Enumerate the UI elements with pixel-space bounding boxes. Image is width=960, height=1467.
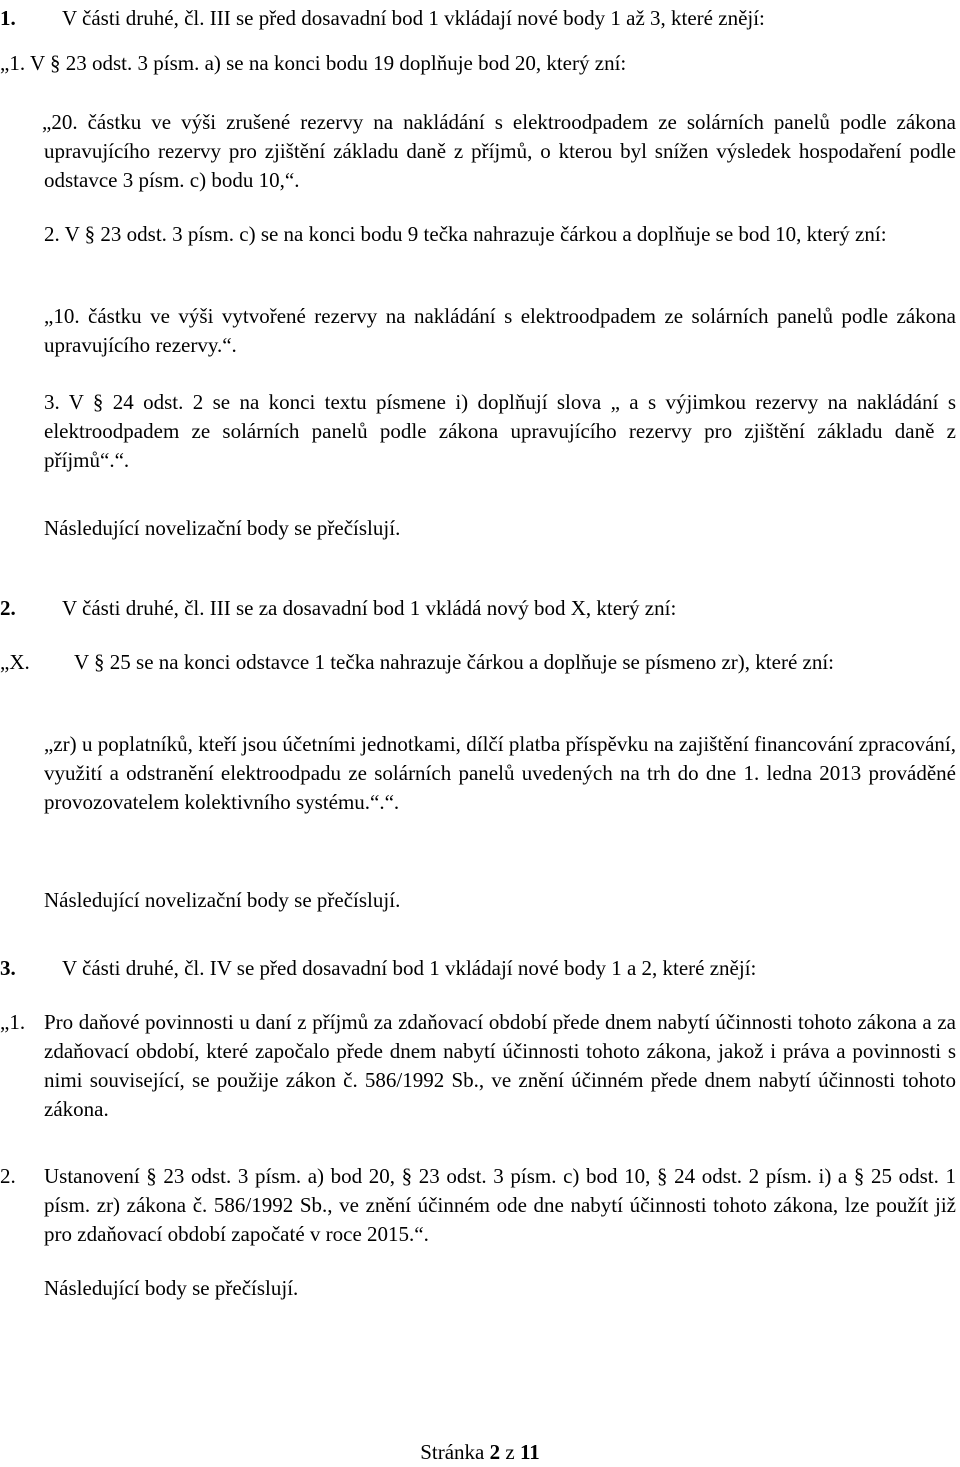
amendment-text: „10. částku ve výši vytvořené rezervy na nakládání s elektroodpadem ze solárních panelů podle zákona upravujícího rezervy.“. [44, 304, 956, 357]
amendment-text: „zr) u poplatníků, kteří jsou účetními jednotkami, dílčí platba příspěvku na zajištění financování zpracování, využití a odstranění elektroodpadu ze solárních panelů uvedených na trh do dne 1. ledna 2013 prováděné provozovatelem kolektivního systému.“.“. [44, 732, 956, 814]
footer-prefix: Stránka [420, 1440, 485, 1464]
renumber-note: Následující body se přečíslují. [44, 1276, 299, 1300]
point-number: 2. [0, 1164, 16, 1188]
amendment-point: V § 25 se na konci odstavce 1 tečka nahrazuje čárkou a doplňuje se písmeno zr), které zní: [74, 650, 834, 674]
amendment-point: 3. V § 24 odst. 2 se na konci textu písmene i) doplňují slova „ a s výjimkou rezervy na nakládání s elektroodpadem ze solárních panelů podle zákona upravujícího rezervy pro zjištění základu daně z příjmů“.“. [44, 390, 956, 472]
page-footer [0, 1438, 960, 1467]
amendment-point: 2. V § 23 odst. 3 písm. c) se na konci bodu 9 tečka nahrazuje čárkou a doplňuje se bod 10, který zní: [44, 222, 887, 246]
item-number: 1. [0, 6, 16, 30]
transitional-provision: Ustanovení § 23 odst. 3 písm. a) bod 20, § 23 odst. 3 písm. c) bod 10, § 24 odst. 2 písm. i) a § 25 odst. 1 písm. zr) zákona č. 586/1992 Sb., ve znění účinném ode dne nabytí účinnosti tohoto zákona, lze použít již pro zdaňovací období započaté v roce 2015.“. [44, 1164, 956, 1246]
point-number: „X. [0, 650, 30, 674]
renumber-note: Následující novelizační body se přečíslují. [44, 888, 401, 912]
item-number: 2. [0, 596, 16, 620]
footer-sep: z [505, 1440, 515, 1464]
footer-page: 2 [489, 1440, 501, 1464]
amendment-text: „20. částku ve výši zrušené rezervy na nakládání s elektroodpadem ze solárních panelů podle zákona upravujícího rezervy pro zjištění základu daně z příjmů, o kterou byl snížen výsledek hospodaření podle odstavce 3 písm. c) bodu 10,“. [42, 110, 956, 192]
renumber-note: Následující novelizační body se přečíslují. [44, 516, 401, 540]
transitional-provision: Pro daňové povinnosti u daní z příjmů za zdaňovací období přede dnem nabytí účinnosti tohoto zákona a za zdaňovací období, které započalo přede dnem nabytí účinnosti tohoto zákona, jakož i práva a povinnosti s nimi související, se použije zákon č. 586/1992 Sb., ve znění účinném přede dnem nabytí účinnosti tohoto zákona. [44, 1010, 956, 1121]
item-heading: V části druhé, čl. IV se před dosavadní bod 1 vkládají nové body 1 a 2, které znějí: [62, 956, 757, 980]
item-number: 3. [0, 956, 16, 980]
item-heading: V části druhé, čl. III se před dosavadní bod 1 vkládají nové body 1 až 3, které znějí: [62, 6, 765, 30]
item-heading: V části druhé, čl. III se za dosavadní bod 1 vkládá nový bod X, který zní: [62, 596, 677, 620]
amendment-point: „1. V § 23 odst. 3 písm. a) se na konci bodu 19 doplňuje bod 20, který zní: [0, 51, 627, 75]
point-number: „1. [0, 1010, 26, 1034]
footer-total: 11 [519, 1440, 540, 1464]
